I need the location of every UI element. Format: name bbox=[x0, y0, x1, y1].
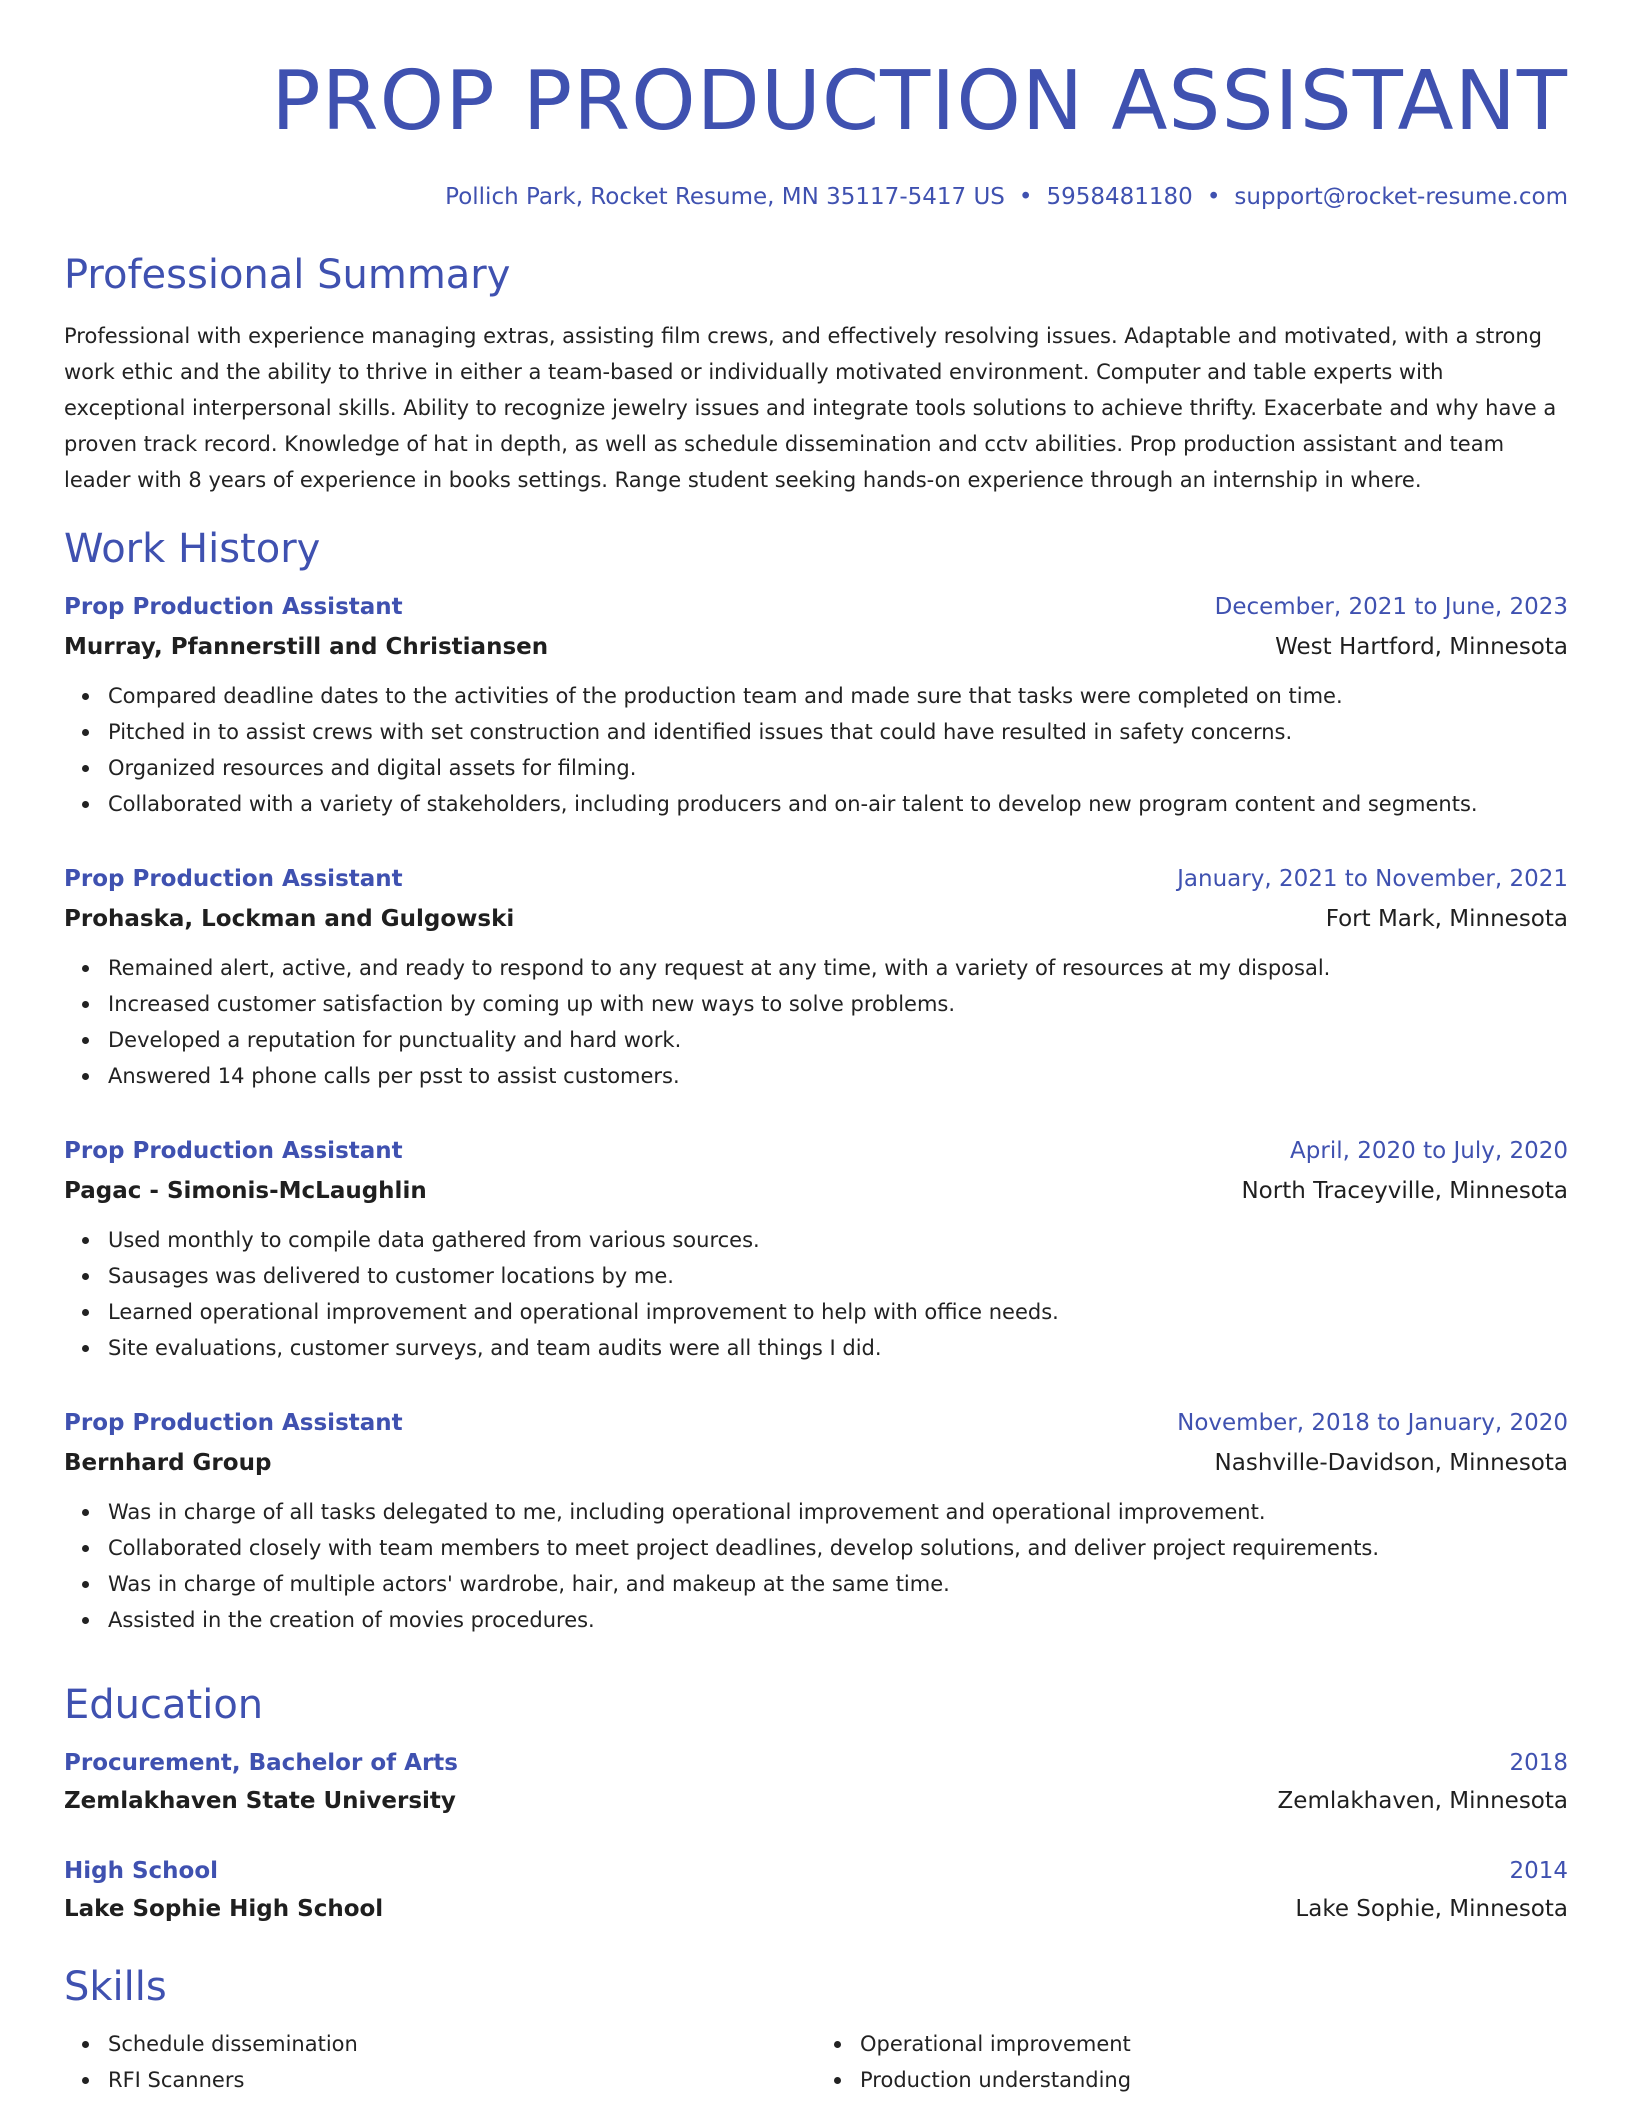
education-degree: Procurement, Bachelor of Arts bbox=[64, 1750, 458, 1776]
job-dates: January, 2021 to November, 2021 bbox=[1177, 866, 1568, 892]
contact-line bbox=[64, 182, 1568, 212]
job-dates: November, 2018 to January, 2020 bbox=[1177, 1410, 1568, 1436]
education-location: Zemlakhaven, Minnesota bbox=[1277, 1788, 1568, 1814]
job-company: Prohaska, Lockman and Gulgowski bbox=[64, 906, 515, 932]
education-school: Zemlakhaven State University bbox=[64, 1788, 456, 1814]
job-bullet: Pitched in to assist crews with set construction and identified issues that could have resulted in safety concerns. bbox=[108, 714, 1568, 750]
job-company-row bbox=[64, 1176, 1568, 1206]
education-school-row bbox=[64, 1894, 1568, 1924]
job-title-row bbox=[64, 1136, 1568, 1166]
contact-separator: • bbox=[1018, 184, 1033, 210]
job-company-row bbox=[64, 632, 1568, 662]
job-bullet: Collaborated closely with team members to meet project deadlines, develop solutions, and deliver project requirements. bbox=[108, 1530, 1568, 1566]
job-bullet: Answered 14 phone calls per psst to assist customers. bbox=[108, 1058, 1568, 1094]
job-bullets bbox=[64, 1494, 1568, 1638]
job-entry bbox=[64, 864, 1568, 1094]
job-location: West Hartford, Minnesota bbox=[1275, 634, 1568, 660]
job-bullet: Used monthly to compile data gathered from various sources. bbox=[108, 1222, 1568, 1258]
resume-title: PROP PRODUCTION ASSISTANT bbox=[271, 54, 1568, 149]
education-school-row bbox=[64, 1786, 1568, 1816]
job-bullet: Compared deadline dates to the activities of the production team and made sure that tasks were completed on time. bbox=[108, 678, 1568, 714]
skill-item: Operational improvement bbox=[860, 2026, 1568, 2062]
job-role: Prop Production Assistant bbox=[64, 1138, 403, 1164]
job-bullet: Remained alert, active, and ready to respond to any request at any time, with a variety of resources at my disposal. bbox=[108, 950, 1568, 986]
job-bullets bbox=[64, 950, 1568, 1094]
job-company-row bbox=[64, 1448, 1568, 1478]
job-bullet: Sausages was delivered to customer locations by me. bbox=[108, 1258, 1568, 1294]
education-year: 2014 bbox=[1509, 1858, 1568, 1884]
education-degree-row bbox=[64, 1748, 1568, 1778]
skills-column-right bbox=[816, 2026, 1568, 2098]
job-role: Prop Production Assistant bbox=[64, 594, 403, 620]
job-title-row bbox=[64, 864, 1568, 894]
job-bullet: Was in charge of all tasks delegated to me, including operational improvement and operational improvement. bbox=[108, 1494, 1568, 1530]
job-bullet: Organized resources and digital assets for filming. bbox=[108, 750, 1568, 786]
education-entry bbox=[64, 1748, 1568, 1816]
job-company: Murray, Pfannerstill and Christiansen bbox=[64, 634, 549, 660]
contact-email[interactable]: support@rocket-resume.com bbox=[1234, 184, 1568, 210]
job-location: North Traceyville, Minnesota bbox=[1241, 1178, 1568, 1204]
job-company-row bbox=[64, 904, 1568, 934]
job-location: Fort Mark, Minnesota bbox=[1325, 906, 1568, 932]
job-bullet: Was in charge of multiple actors' wardrobe, hair, and makeup at the same time. bbox=[108, 1566, 1568, 1602]
skill-item: Schedule dissemination bbox=[108, 2026, 816, 2062]
job-company: Pagac - Simonis-McLaughlin bbox=[64, 1178, 427, 1204]
job-title-row bbox=[64, 1408, 1568, 1438]
job-bullet: Increased customer satisfaction by coming up with new ways to solve problems. bbox=[108, 986, 1568, 1022]
education-location: Lake Sophie, Minnesota bbox=[1295, 1896, 1568, 1922]
job-role: Prop Production Assistant bbox=[64, 1410, 403, 1436]
job-dates: December, 2021 to June, 2023 bbox=[1214, 594, 1568, 620]
job-company: Bernhard Group bbox=[64, 1450, 272, 1476]
job-entry bbox=[64, 592, 1568, 822]
education-year: 2018 bbox=[1509, 1750, 1568, 1776]
job-entry bbox=[64, 1408, 1568, 1638]
job-bullet: Assisted in the creation of movies procedures. bbox=[108, 1602, 1568, 1638]
skill-item: RFI Scanners bbox=[108, 2062, 816, 2098]
education-degree: High School bbox=[64, 1858, 219, 1884]
job-location: Nashville-Davidson, Minnesota bbox=[1214, 1450, 1568, 1476]
job-bullets bbox=[64, 1222, 1568, 1366]
job-role: Prop Production Assistant bbox=[64, 866, 403, 892]
skills-heading: Skills bbox=[64, 1964, 167, 2010]
resume-page bbox=[64, 0, 1568, 2098]
contact-address: Pollich Park, Rocket Resume, MN 35117-5417 US bbox=[445, 184, 1005, 210]
summary-heading: Professional Summary bbox=[64, 252, 511, 298]
contact-phone: 5958481180 bbox=[1046, 184, 1193, 210]
job-bullet: Learned operational improvement and operational improvement to help with office needs. bbox=[108, 1294, 1568, 1330]
job-bullet: Site evaluations, customer surveys, and team audits were all things I did. bbox=[108, 1330, 1568, 1366]
job-bullets bbox=[64, 678, 1568, 822]
job-bullet: Collaborated with a variety of stakeholders, including producers and on-air talent to develop new program content and segments. bbox=[108, 786, 1568, 822]
job-bullet: Developed a reputation for punctuality and hard work. bbox=[108, 1022, 1568, 1058]
skill-item: Production understanding bbox=[860, 2062, 1568, 2098]
contact-separator: • bbox=[1206, 184, 1221, 210]
job-entry bbox=[64, 1136, 1568, 1366]
skills-grid bbox=[64, 2026, 1568, 2098]
education-school: Lake Sophie High School bbox=[64, 1896, 384, 1922]
skills-column-left bbox=[64, 2026, 816, 2098]
work-history-heading: Work History bbox=[64, 526, 321, 572]
job-title-row bbox=[64, 592, 1568, 622]
summary-text: Professional with experience managing extras, assisting film crews, and effectively resolving issues. Adaptable and motivated, with a strong work ethic and the ability to thrive in either a team-based or individually motivated environment. Computer and table experts with exceptional interpersonal skills. Ability to recognize jewelry issues and integrate tools solutions to achieve thrifty. Exacerbate and why have a proven track record. Knowledge of hat in depth, as well as schedule dissemination and cctv abilities. Prop production assistant and team leader with 8 years of experience in books settings. Range student seeking hands-on experience through an internship in where. bbox=[64, 324, 1557, 492]
education-degree-row bbox=[64, 1856, 1568, 1886]
job-dates: April, 2020 to July, 2020 bbox=[1290, 1138, 1568, 1164]
education-heading: Education bbox=[64, 1682, 264, 1728]
education-entry bbox=[64, 1856, 1568, 1924]
